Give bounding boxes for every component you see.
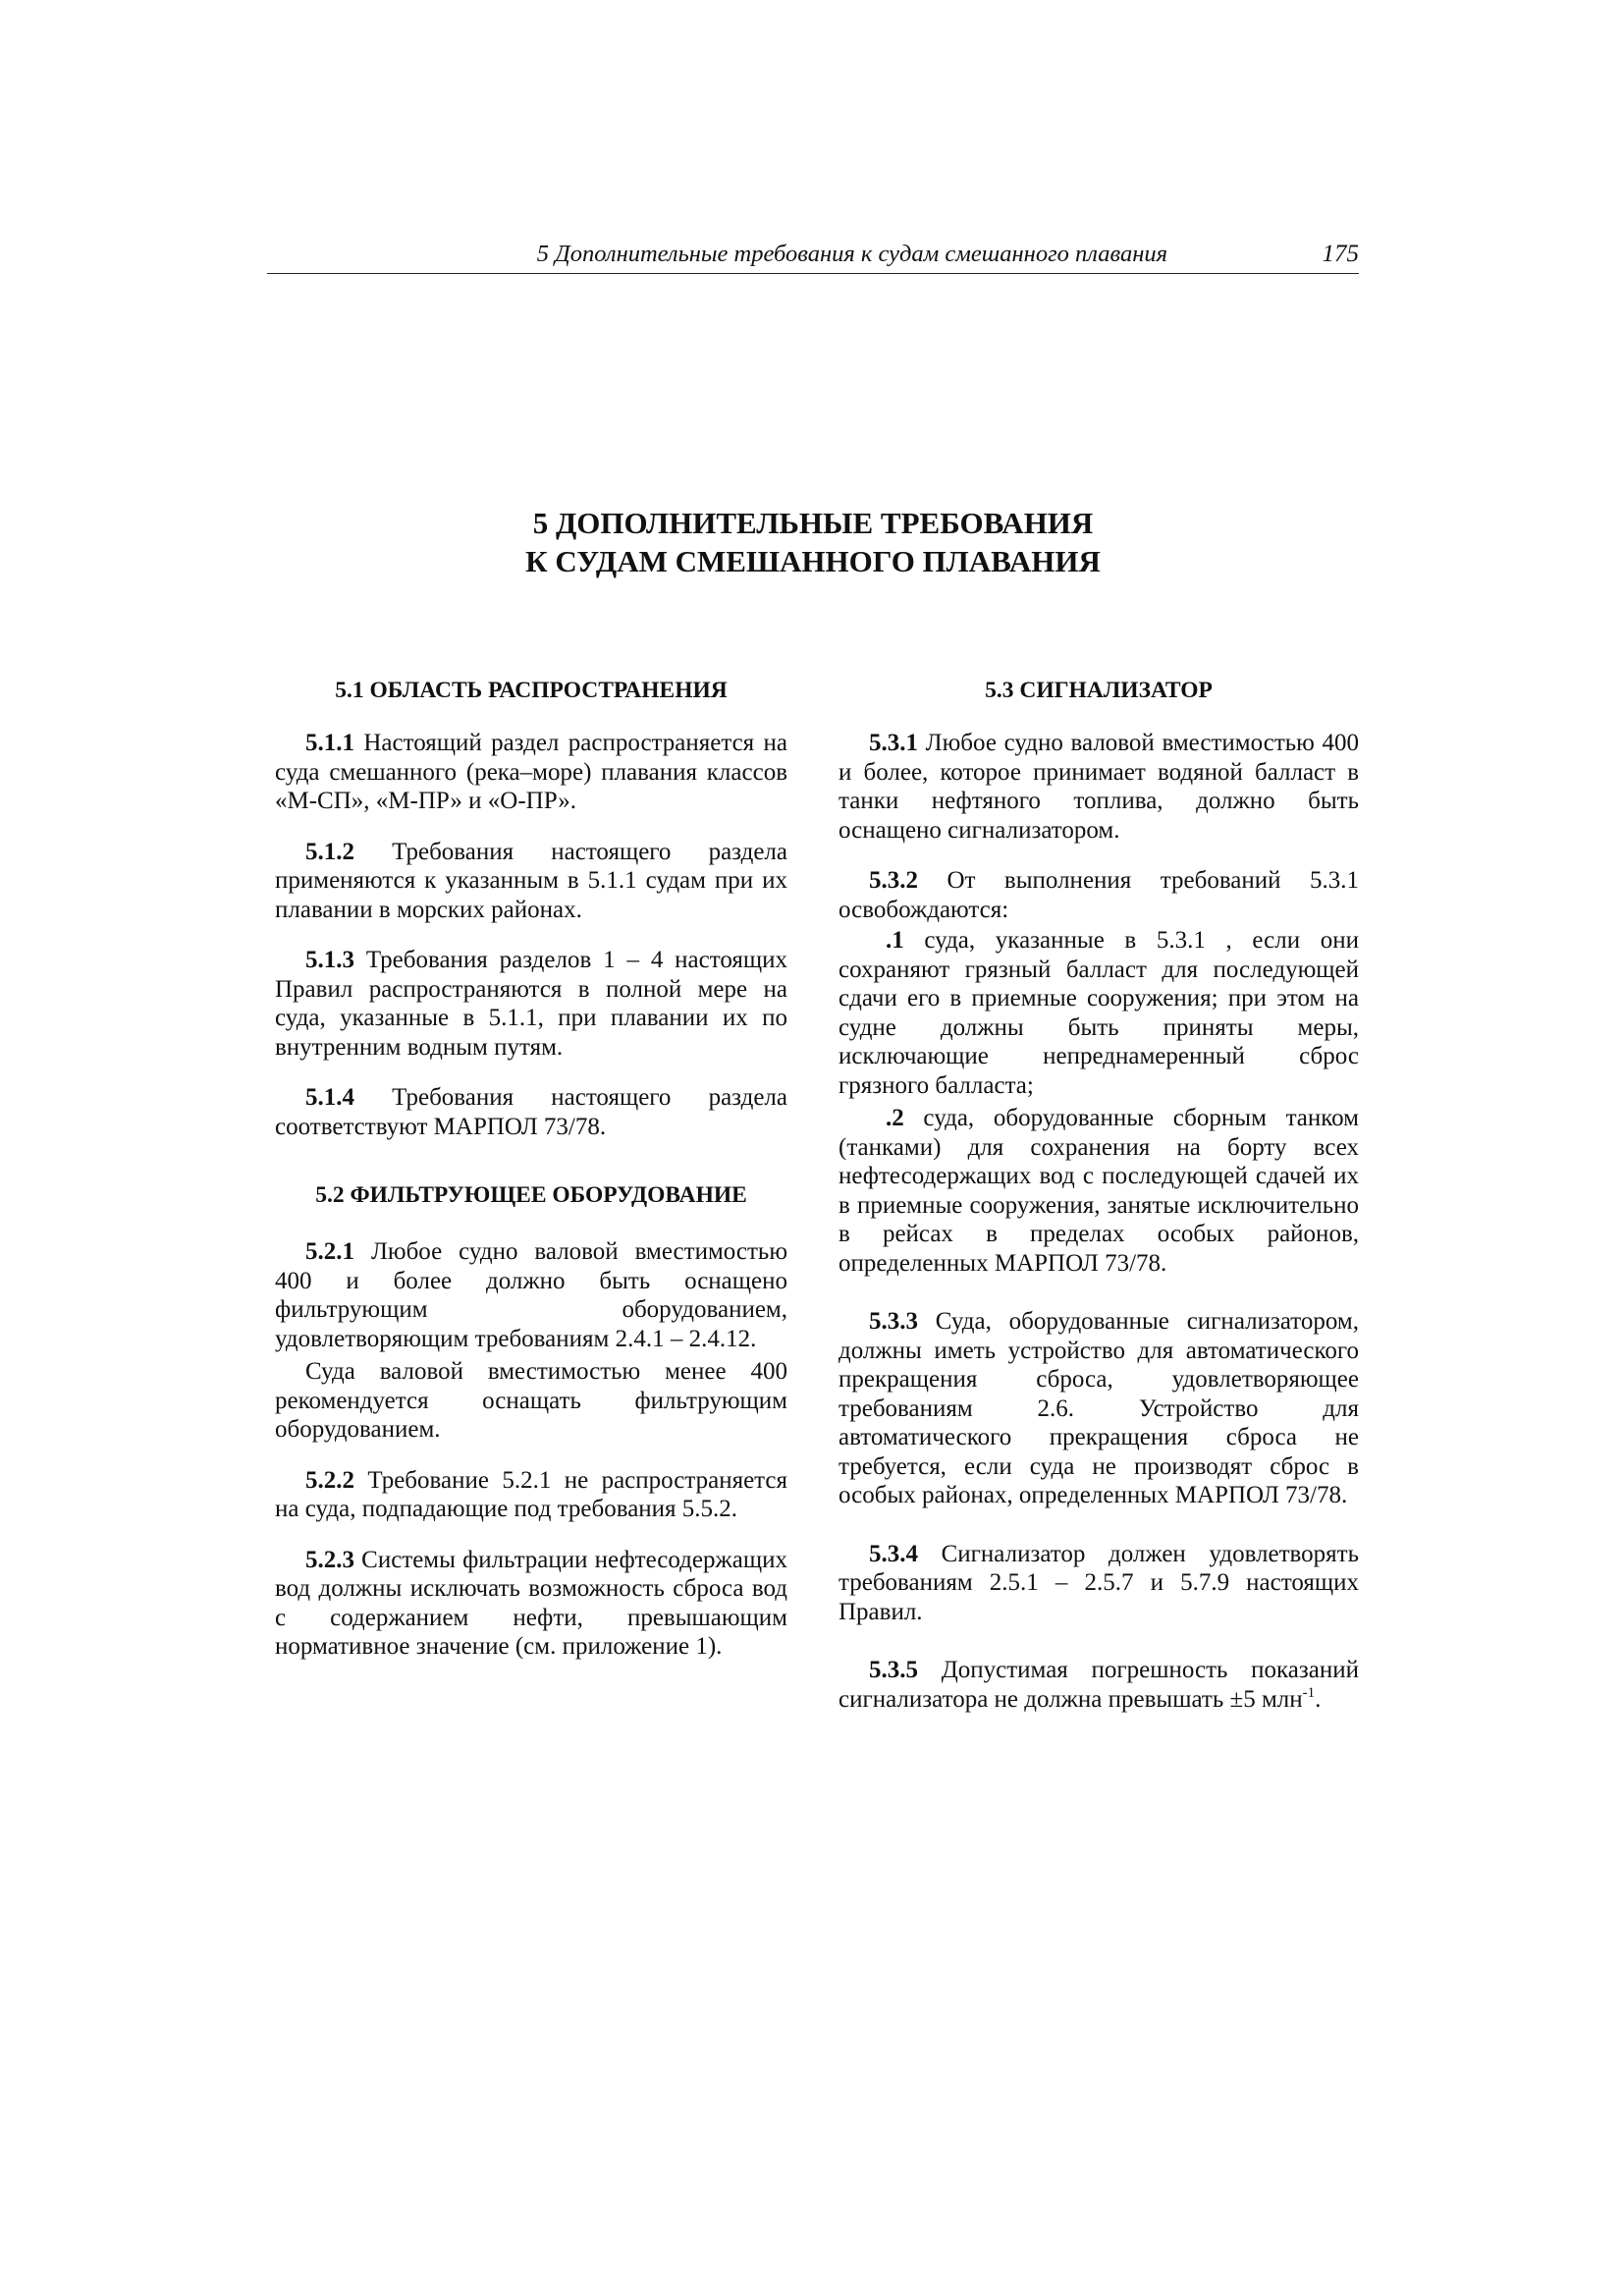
clause-number: 5.1.2 xyxy=(305,838,354,865)
section-5-3-heading: 5.3 СИГНАЛИЗАТОР xyxy=(985,678,1213,703)
paragraph-5-3-2: 5.3.2 От выполнения требований 5.3.1 освобождаются: xyxy=(839,867,1359,923)
paragraph-5-1-4: 5.1.4 Требования настоящего раздела соответствуют МАРПОЛ 73/78. xyxy=(275,1084,787,1140)
paragraph-5-3-3: 5.3.3 Суда, оборудованные сигнализатором, должны иметь устройство для автоматического прекращения сброса, удовлетворяющее требованиям 2.6. Устройство для автоматического прекращения сброса не требуется, если суда не производят сброс в особых районах, определенных МАРПОЛ 73/78. xyxy=(839,1308,1359,1508)
running-title: 5 Дополнительные требования к судам смешанного плавания xyxy=(536,241,1167,267)
clause-number: 5.1.4 xyxy=(305,1084,354,1111)
clause-number: 5.1.1 xyxy=(305,730,354,756)
item-number: .1 xyxy=(886,927,904,954)
chapter-title xyxy=(267,504,1359,580)
clause-number: 5.2.2 xyxy=(305,1466,354,1494)
paragraph-5-2-1: 5.2.1 Любое судно валовой вместимостью 400 и более должно быть оснащено фильтрующим оборудованием, удовлетворяющим требованиям 2.4.1 – 2.4.12. xyxy=(275,1238,787,1352)
paragraph-5-3-4: 5.3.4 Сигнализатор должен удовлетворять требованиям 2.5.1 – 2.5.7 и 5.7.9 настоящих Правил. xyxy=(839,1540,1359,1625)
paragraph-5-2-2: 5.2.2 Требование 5.2.1 не распространяется на суда, подпадающие под требования 5.5.2. xyxy=(275,1466,787,1522)
paragraph-5-1-3: 5.1.3 Требования разделов 1 – 4 настоящих Правил распространяются в полной мере на суда, указанные в 5.1.1, при плавании их по внутренним водным путям. xyxy=(275,947,787,1061)
section-5-1-heading: 5.1 ОБЛАСТЬ РАСПРОСТРАНЕНИЯ xyxy=(335,678,728,703)
paragraph-5-1-1: 5.1.1 Настоящий раздел распространяется на суда смешанного (река–море) плавания классов «М-СП», «М-ПР» и «О-ПР». xyxy=(275,730,787,814)
paragraph-5-2-1-continued: Суда валовой вместимостью менее 400 рекомендуется оснащать фильтрующим оборудованием. xyxy=(275,1358,787,1443)
right-column xyxy=(839,676,1359,1714)
running-header xyxy=(267,240,1359,274)
clause-number: 5.3.4 xyxy=(869,1540,918,1567)
clause-number: 5.2.3 xyxy=(305,1546,354,1573)
clause-number: 5.3.1 xyxy=(869,730,918,756)
page-number: 175 xyxy=(1322,241,1359,267)
chapter-title-line-2: К СУДАМ СМЕШАННОГО ПЛАВАНИЯ xyxy=(525,544,1101,578)
superscript: -1 xyxy=(1302,1684,1316,1701)
paragraph-5-3-1: 5.3.1 Любое судно валовой вместимостью 400 и более, которое принимает водяной балласт в танки нефтяного топлива, должно быть оснащено сигнализатором. xyxy=(839,730,1359,844)
clause-number: 5.2.1 xyxy=(305,1238,354,1265)
clause-number: 5.3.3 xyxy=(869,1308,918,1335)
clause-number: 5.3.5 xyxy=(869,1657,918,1683)
section-5-2-heading: 5.2 ФИЛЬТРУЮЩЕЕ ОБОРУДОВАНИЕ xyxy=(315,1182,747,1208)
clause-number: 5.1.3 xyxy=(305,947,354,973)
list-item-1: .1 суда, указанные в 5.3.1 , если они сохраняют грязный балласт для последующей сдачи его в приемные сооружения; при этом на судне должны быть приняты меры, исключающие непреднамеренный сброс грязного балласта; xyxy=(839,927,1359,1099)
left-column xyxy=(275,676,787,1662)
item-number: .2 xyxy=(886,1105,904,1131)
paragraph-5-1-2: 5.1.2 Требования настоящего раздела применяются к указанным в 5.1.1 судам при их плавании в морских районах. xyxy=(275,838,787,923)
paragraph-5-2-3: 5.2.3 Системы фильтрации нефтесодержащих вод должны исключать возможность сброса вод с содержанием нефти, превышающим нормативное значение (см. приложение 1). xyxy=(275,1546,787,1660)
chapter-title-line-1: 5 ДОПОЛНИТЕЛЬНЫЕ ТРЕБОВАНИЯ xyxy=(532,506,1094,540)
list-item-2: .2 суда, оборудованные сборным танком (танками) для сохранения на борту всех нефтесодержащих вод с последующей сдачей их в приемные сооружения, занятые исключительно в рейсах в пределах особых районов, определенных МАРПОЛ 73/78. xyxy=(839,1105,1359,1277)
clause-number: 5.3.2 xyxy=(869,867,918,894)
paragraph-5-3-5: 5.3.5 Допустимая погрешность показаний сигнализатора не должна превышать ±5 млн$^{-1}$. xyxy=(839,1657,1359,1713)
